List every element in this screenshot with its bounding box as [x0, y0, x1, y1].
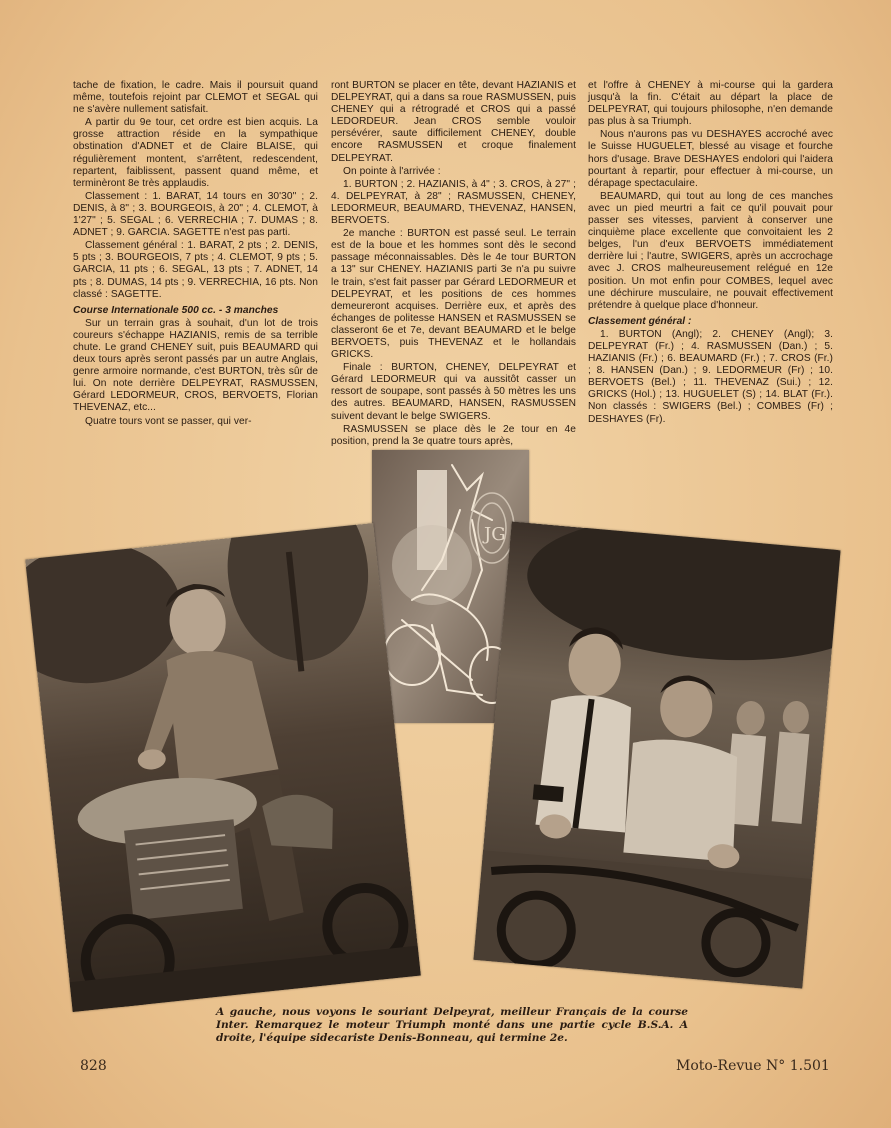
- paragraph: 1. BURTON (Angl); 2. CHENEY (Angl); 3. DELPEYRAT (Fr.) ; 4. RASMUSSEN (Dan.) ; 5. HAZIANIS (Fr.) ; 6. BEAUMARD (Fr.) ; 7. CROS (Fr.) ; 8. HANSEN (Dan.) ; 9. LEDORMEUR (Fr) ; 10. BERVOETS (Bel.) ; 11. THEVENAZ (Sui.) ; 12. GRICKS (Hol.) ; 13. HUGUELET (S) ; 14. BLAT (Fr.). Non classés : SWIGERS (Bel.) ; COMBES (Fr) ; DESHAYES (Fr).: [588, 328, 833, 425]
- logo-lettering: JG: [484, 524, 506, 545]
- paragraph: A partir du 9e tour, cet ordre est bien acquis. La grosse attraction réside en la sympathique obstination d'ADNET et de Claire BLAISE, qui régulièrement montent, s'arrêtent, redescendent, repartent, faiblissent, passent quand même, et terminèront 8e très applaudis.: [73, 117, 318, 189]
- section-heading: Classement général :: [588, 315, 692, 327]
- magazine-issue: Moto-Revue N° 1.501: [676, 1058, 830, 1074]
- photo-rider-motorcycle: [25, 523, 421, 1012]
- paragraph: On pointe à l'arrivée :: [343, 165, 441, 177]
- article-column-1: [73, 80, 318, 429]
- paragraph: ront BURTON se placer en tête, devant HAZIANIS et DELPEYRAT, qui a dans sa roue RASMUSSEN, puis CHENEY qui a rétrogradé et CROS qui a passé LEDORDEUR. Jean CROS semble vouloir persévérer, saute difficilement CHENEY, double encore RASMUSSEN et croque finalement DELPEYRAT.: [331, 80, 576, 164]
- page-number: 828: [80, 1058, 107, 1074]
- paragraph: 1. BURTON ; 2. HAZIANIS, à 4" ; 3. CROS, à 27" ; 4. DELPEYRAT, à 28" ; RASMUSSEN, CHENEY, LEDORMEUR, BEAUMARD, THEVENAZ, HANSEN, BERVOETS.: [331, 178, 576, 227]
- paragraph: Classement général : 1. BARAT, 2 pts ; 2. DENIS, 5 pts ; 3. BOURGEOIS, 7 pts ; 4. CLEMOT, 9 pts ; 5. GARCIA, 11 pts ; 6. SEGAL, 13 pts ; 7. ADNET, 14 pts ; 8. DUMAS, 14 pts ; 9. VERRECHIA, 16 pts. Non classé : SAGETTE.: [73, 240, 318, 300]
- photo-sidecar-team: [473, 521, 840, 988]
- section-heading: Course Internationale 500 cc. - 3 manches: [73, 304, 279, 316]
- paragraph: Finale : BURTON, CHENEY, DELPEYRAT et Gérard LEDORMEUR qui va aussitôt casser un ressort de soupape, sont passés à 50 mètres les uns des autres. BEAUMARD, HANSEN, RASMUSSEN suivent devant le belge SWIGERS.: [331, 362, 576, 422]
- paragraph: Classement : 1. BARAT, 14 tours en 30'30" ; 2. DENIS, à 8" ; 3. BOURGEOIS, à 20" ; 4. CLEMOT, à 1'27" ; 5. SEGAL ; 6. VERRECHIA ; 7. DUMAS ; 8. ADNET ; 9. GARCIA. SAGETTE n'est pas parti.: [73, 190, 318, 239]
- paragraph: RASMUSSEN se place dès le 2e tour en 4e position, prend la 3e quatre tours après,: [331, 423, 576, 447]
- paragraph: Sur un terrain gras à souhait, d'un lot de trois coureurs s'échappe HAZIANIS, remis de sa terrible chute. Le grand CHENEY suit, puis BEAUMARD qui deux tours après seront passés par un autre Anglais, genre armoire normande, c'est BURTON, très sûr de lui. On note derrière DELPEYRAT, RASMUSSEN, Gérard LEDORMEUR, CROS, BERVOETS, Florian THEVENAZ, etc...: [73, 317, 318, 414]
- paragraph: 2e manche : BURTON est passé seul. Le terrain est de la boue et les hommes sont dès le second passage méconnaissables. Dès le 4e tour BURTON a 13" sur CHENEY. HAZIANIS parti 3e n'a pu suivre le train, s'est fait passer par Gérard LEDORMEUR et DELPEYRAT, et les positions de ces hommes demeureront acquises. Derrière eux, et après des échanges de politesse HANSEN et RASMUSSEN se classeront 6e et 7e, devant BEAUMARD et le belge BERVOETS, puis THEVENAZ et le hollandais GRICKS.: [331, 228, 576, 361]
- paragraph: tache de fixation, le cadre. Mais il poursuit quand même, toutefois rejoint par CLEMOT et SEGAL qui ne s'avère nullement satisfait.: [73, 80, 318, 116]
- paragraph: Quatre tours vont se passer, qui ver-: [85, 415, 252, 427]
- paragraph: Nous n'aurons pas vu DESHAYES accroché avec le Suisse HUGUELET, blessé au visage et fourche hors d'usage. Brave DESHAYES endolori qui l'aidera pourtant à repartir, pour effectuer à mi-course, un dérapage spectaculaire.: [588, 129, 833, 189]
- article-column-3: [588, 80, 833, 427]
- photo-caption: A gauche, nous voyons le souriant Delpeyrat, meilleur Français de la course Inter. Remarquez le moteur Triumph monté dans une partie cycle B.S.A. A droite, l'équipe sidecariste Denis-Bonneau, qui termine 2e.: [216, 1006, 688, 1044]
- paragraph: et l'offre à CHENEY à mi-course qui la gardera jusqu'à la fin. C'était au départ la place de DELPEYRAT, qui toujours philosophe, n'en demande pas plus à sa Triumph.: [588, 80, 833, 128]
- article-column-2: [331, 80, 576, 449]
- paragraph: BEAUMARD, qui tout au long de ces manches avec un pied meurtri a fait ce qu'il pouvait pour passer ses vitesses, parvient à conserver une cinquième place excellente que convoitaient les 2 belges, l'un d'eux BERVOETS immédiatement derrière lui ; l'autre, SWIGERS, après un accrochage avec J. CROS malheureusement relégué en 12e position. Un mot enfin pour COMBES, lequel avec une déchirure musculaire, ne pouvait effectivement prétendre à quelque place d'honneur.: [588, 190, 833, 311]
